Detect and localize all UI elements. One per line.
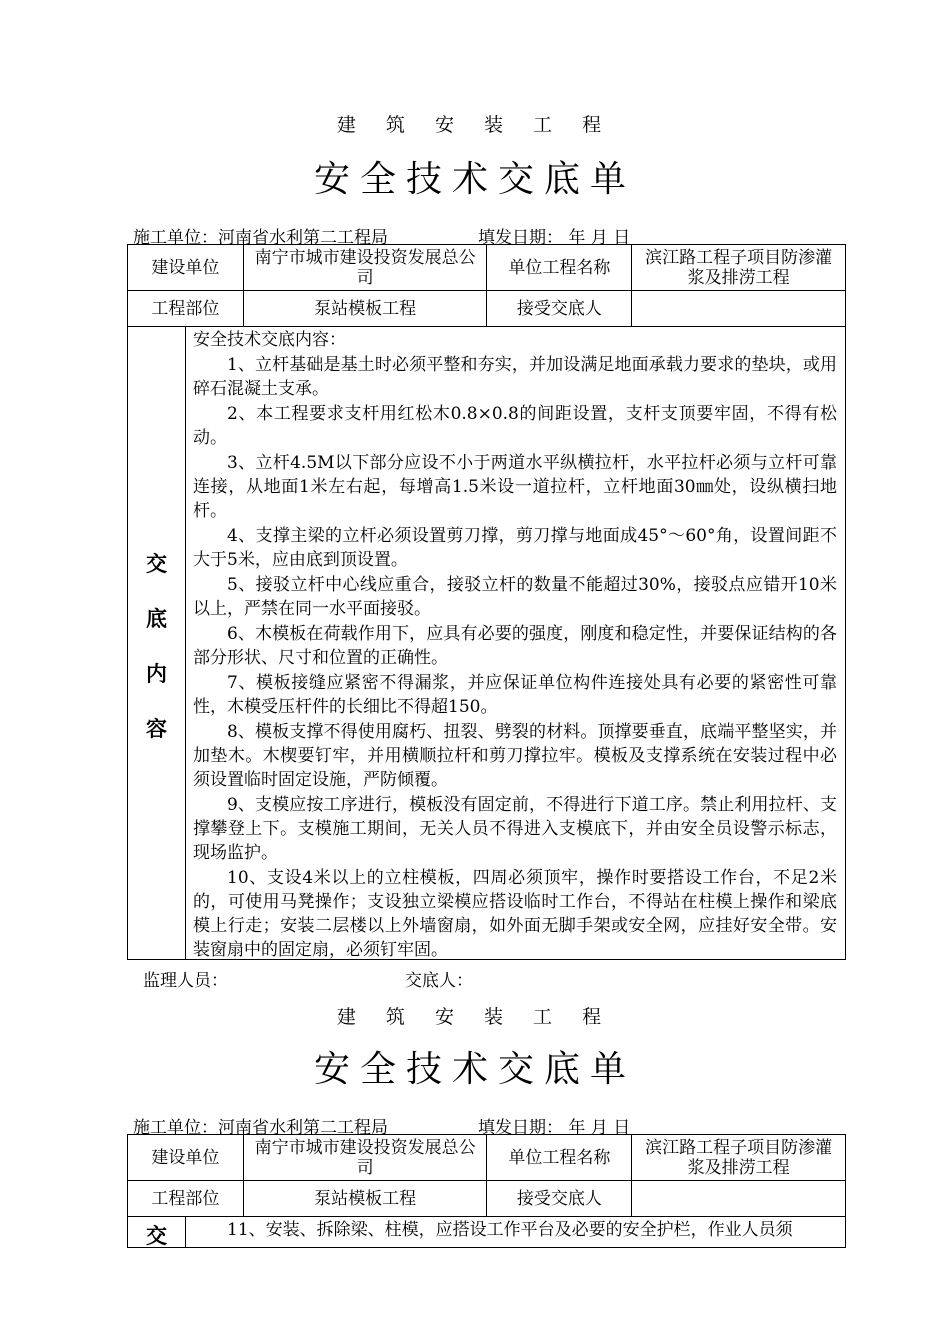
table-cell (632, 1181, 846, 1217)
side-label-char: 内 (146, 661, 167, 686)
side-label-char: 交 (146, 1223, 167, 1248)
table-cell: 泵站模板工程 (243, 291, 487, 327)
list-item: 7、模板接缝应紧密不得漏浆，并应保证单位构件连接处具有必要的紧密性可靠性，木模受压杆件的长细比不得超150。 (193, 673, 837, 717)
table-cell: 南宁市城市建设投资发展总公司 (243, 1135, 487, 1181)
list-item: 11、安装、拆除梁、柱模，应搭设工作平台及必要的安全护栏，作业人员须 (227, 1220, 793, 1240)
table-cell: 接受交底人 (487, 291, 632, 327)
document-title: 安全技术交底单 (313, 159, 636, 200)
disclosure-text (193, 328, 837, 963)
table-row (128, 245, 846, 291)
table-cell: 单位工程名称 (487, 245, 632, 291)
table-cell: 建设单位 (128, 245, 244, 291)
table-cell: 南宁市城市建设投资发展总公司 (243, 245, 487, 291)
list-item: 2、本工程要求支杆用红松木0.8×0.8的间距设置，支杆支顶要牢固，不得有松动。 (193, 404, 837, 448)
list-item: 8、模板支撑不得使用腐朽、扭裂、劈裂的材料。顶撑要垂直，底端平整坚实，并加垫木。木楔要钉牢，并用横顺拉杆和剪刀撑拉牢。模板及支撑系统在安装过程中必须设置临时固定设施，严防倾覆。 (193, 722, 837, 790)
list-item: 3、立杆4.5M以下部分应设不小于两道水平纵横拉杆，水平拉杆必须与立杆可靠连接，从地面1米左右起，每增高1.5米设一道拉杆，立杆地面30㎜处，设纵横扫地杆。 (193, 453, 837, 521)
disclosure-text (193, 1218, 837, 1243)
presenter-label: 交底人： (405, 971, 473, 991)
side-label-char: 底 (146, 606, 167, 631)
table-cell: 工程部位 (128, 291, 244, 327)
signature-row (143, 966, 473, 991)
supervisor-label: 监理人员： (143, 971, 228, 991)
table-cell: 建设单位 (128, 1135, 244, 1181)
document-subtitle: 建 筑 安 装 工 程 (336, 114, 614, 136)
table-cell (632, 291, 846, 327)
side-label-char: 容 (146, 716, 167, 741)
list-item: 9、支模应按工序进行，模板没有固定前，不得进行下道工序。禁止利用拉杆、支撑攀登上下。支模施工期间，无关人员不得进入支模底下，并由安全员设警示标志，现场监护。 (193, 795, 837, 863)
content-heading: 安全技术交底内容： (193, 330, 346, 350)
table-cell: 单位工程名称 (487, 1135, 632, 1181)
issue-date: 填发日期： 年 月 日 (478, 1118, 631, 1138)
table-row (128, 291, 846, 327)
document-subtitle: 建 筑 安 装 工 程 (336, 1006, 614, 1028)
list-item: 1、立杆基础是基土时必须平整和夯实，并加设满足地面承载力要求的垫块，或用碎石混凝土支承。 (193, 355, 837, 399)
side-label-column (128, 326, 186, 959)
table-cell: 接受交底人 (487, 1181, 632, 1217)
table-cell: 滨江路工程子项目防渗灌浆及排涝工程 (632, 1135, 846, 1181)
table-row (128, 1135, 846, 1181)
info-table (127, 244, 846, 327)
table-cell: 泵站模板工程 (243, 1181, 487, 1217)
list-item: 5、接驳立杆中心线应重合，接驳立杆的数量不能超过30%，接驳点应错开10米以上，严禁在同一水平面接驳。 (193, 575, 837, 619)
disclosure-content-box (127, 1216, 846, 1248)
document-title: 安全技术交底单 (313, 1049, 636, 1090)
list-item: 6、木模板在荷载作用下，应具有必要的强度，刚度和稳定性，并要保证结构的各部分形状、尺寸和位置的正确性。 (193, 624, 837, 668)
disclosure-content-box (127, 326, 846, 960)
construction-unit: 施工单位：河南省水利第二工程局 (133, 1118, 388, 1138)
side-label-column (128, 1216, 186, 1247)
issue-date: 填发日期： 年 月 日 (478, 228, 631, 248)
table-cell: 滨江路工程子项目防渗灌浆及排涝工程 (632, 245, 846, 291)
info-table (127, 1134, 846, 1217)
list-item: 10、支设4米以上的立柱模板，四周必须顶牢，操作时要搭设工作台，不足2米的，可使用马凳操作；支设独立梁模应搭设临时工作台，不得站在柱模上操作和梁底模上行走；安装二层楼以上外墙窗扇，如外面无脚手架或安全网，应挂好安全带。安装窗扇中的固定扇，必须钉牢固。 (193, 868, 837, 960)
construction-unit: 施工单位：河南省水利第二工程局 (133, 228, 388, 248)
side-label-char: 交 (146, 551, 167, 576)
list-item: 4、支撑主梁的立杆必须设置剪刀撑，剪刀撑与地面成45°～60°角，设置间距不大于5米，应由底到顶设置。 (193, 526, 837, 570)
table-row (128, 1181, 846, 1217)
table-cell: 工程部位 (128, 1181, 244, 1217)
